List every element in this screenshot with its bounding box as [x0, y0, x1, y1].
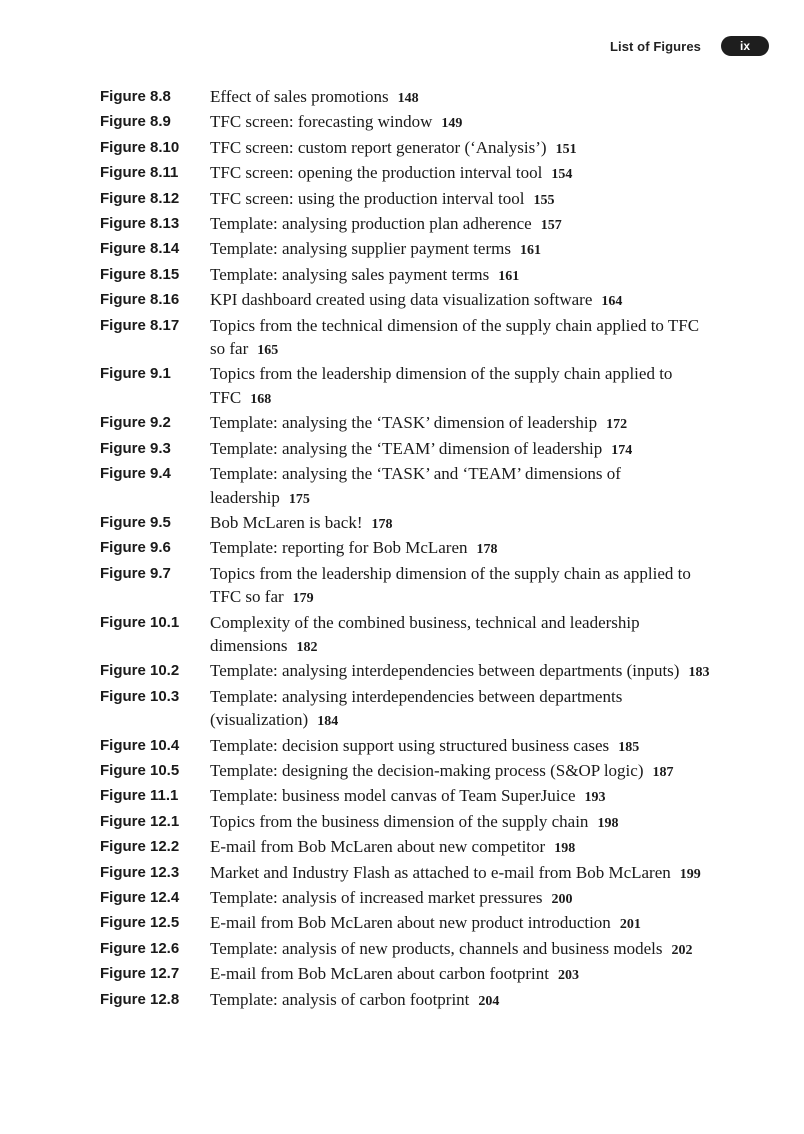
figure-title-block: [210, 411, 710, 436]
figure-title: Topics from the technical dimension of the supply chain applied to TFC so far: [210, 315, 700, 359]
figure-title: Topics from the business dimension of the supply chain: [210, 811, 589, 831]
figure-title-block: [210, 861, 710, 886]
figure-title: KPI dashboard created using data visualization software: [210, 290, 593, 310]
figure-label: Figure 8.13: [100, 215, 180, 233]
figure-title-block: [210, 110, 710, 135]
figure-entry: [100, 263, 710, 288]
figure-title: Complexity of the combined business, technical and leadership dimensions: [210, 612, 640, 655]
figure-page-number: 149: [441, 116, 463, 132]
figure-page-number: 161: [519, 243, 541, 259]
figure-page-number: 165: [257, 343, 279, 359]
figure-label: Figure 8.15: [100, 265, 180, 283]
figure-title: Template: analysing interdependencies between departments (visualization): [210, 686, 623, 730]
figure-title-block: [210, 937, 710, 962]
figure-page-number: 201: [619, 917, 641, 933]
figure-page-number: 157: [540, 218, 562, 234]
figure-page-number: 161: [498, 268, 520, 284]
figure-entry: [100, 110, 710, 135]
figure-title-block: [210, 835, 710, 860]
figure-title-block: [210, 759, 710, 784]
figure-list: [100, 85, 710, 1013]
figure-label: Figure 8.12: [100, 189, 180, 207]
figure-label: Figure 10.4: [100, 736, 180, 754]
figure-label: Figure 12.6: [100, 939, 180, 957]
figure-title-block: [210, 212, 710, 237]
figure-title: Topics from the leadership dimension of the supply chain as applied to TFC so far: [210, 563, 691, 607]
figure-page-number: 203: [557, 968, 579, 984]
figure-entry: [100, 962, 710, 987]
figure-label: Figure 8.11: [100, 164, 179, 182]
figure-page-number: 199: [679, 866, 701, 882]
figure-entry: [100, 187, 710, 212]
figure-label: Figure 12.3: [100, 863, 180, 881]
figure-title: Template: analysis of new products, channels and business models: [210, 938, 663, 958]
figure-label: Figure 9.7: [100, 564, 171, 582]
figure-title: TFC screen: forecasting window: [210, 112, 433, 132]
figure-page-number: 183: [688, 665, 710, 681]
figure-title-block: [210, 810, 710, 835]
figure-title-block: [210, 685, 710, 734]
figure-title-block: [210, 562, 710, 611]
figure-label: Figure 12.5: [100, 914, 180, 932]
figure-title: Template: analysing sales payment terms: [210, 264, 490, 284]
figure-label: Figure 10.3: [100, 687, 180, 705]
figure-title-block: [210, 962, 710, 987]
figure-title-block: [210, 911, 710, 936]
figure-label: Figure 12.7: [100, 965, 180, 983]
figure-label: Figure 9.3: [100, 439, 171, 457]
figure-page-number: 155: [533, 192, 555, 208]
figure-title-block: [210, 362, 710, 411]
figure-title: Market and Industry Flash as attached to e-mail from Bob McLaren: [210, 862, 671, 882]
figure-title: Bob McLaren is back!: [210, 512, 363, 532]
figure-title: Template: analysis of increased market pressures: [210, 888, 543, 907]
figure-label: Figure 8.17: [100, 316, 180, 334]
figure-page-number: 174: [611, 442, 633, 458]
figure-entry: [100, 659, 710, 684]
figure-title: Template: designing the decision-making process (S&OP logic): [210, 760, 644, 780]
figure-entry: [100, 411, 710, 436]
figure-label: Figure 12.8: [100, 990, 180, 1008]
figure-entry: [100, 288, 710, 313]
figure-page-number: 154: [551, 167, 573, 183]
figure-title: Template: reporting for Bob McLaren: [210, 538, 468, 558]
figure-title: Template: analysing the ‘TEAM’ dimension of leadership: [210, 438, 603, 458]
figure-title-block: [210, 136, 710, 161]
figure-title: Template: analysing the ‘TASK’ dimension of leadership: [210, 413, 598, 433]
figure-entry: [100, 911, 710, 936]
figure-entry: [100, 988, 710, 1013]
figure-page-number: 175: [288, 491, 310, 507]
figure-label: Figure 12.4: [100, 889, 180, 906]
figure-entry: [100, 536, 710, 561]
figure-page-number: 193: [584, 790, 606, 806]
figure-label: Figure 12.1: [100, 812, 180, 830]
figure-entry: [100, 784, 710, 809]
figure-label: Figure 10.2: [100, 662, 180, 680]
figure-label: Figure 9.5: [100, 513, 171, 531]
figure-label: Figure 12.2: [100, 838, 180, 856]
figure-title-block: [210, 161, 710, 186]
figure-title-block: [210, 659, 710, 684]
figure-entry: [100, 314, 710, 363]
figure-title-block: [210, 734, 710, 759]
figure-entry: [100, 161, 710, 186]
figure-title-block: [210, 611, 710, 660]
figure-title-block: [210, 288, 710, 313]
figure-page-number: 202: [671, 942, 693, 958]
figure-page-number: 148: [397, 91, 419, 106]
figure-title: Template: decision support using structured business cases: [210, 735, 610, 755]
figure-title: Effect of sales promotions: [210, 87, 389, 106]
figure-entry: [100, 685, 710, 734]
figure-title: Template: analysing supplier payment terms: [210, 239, 511, 259]
figure-page-number: 198: [597, 815, 619, 831]
figure-page-number: 172: [606, 417, 628, 433]
figure-entry: [100, 562, 710, 611]
figure-entry: [100, 886, 710, 911]
figure-title-block: [210, 237, 710, 262]
figure-label: Figure 9.6: [100, 539, 171, 557]
figure-label: Figure 9.4: [100, 465, 171, 483]
figure-title: TFC screen: opening the production interval tool: [210, 163, 543, 183]
figure-title: Template: analysis of carbon footprint: [210, 989, 470, 1009]
figure-entry: [100, 611, 710, 660]
figure-page-number: 185: [618, 739, 640, 755]
figure-page-number: 184: [317, 714, 339, 730]
figure-title-block: [210, 511, 710, 536]
figure-title: E-mail from Bob McLaren about new product introduction: [210, 913, 611, 933]
figure-label: Figure 11.1: [100, 787, 179, 805]
figure-title: TFC screen: using the production interval tool: [210, 188, 525, 208]
figure-entry: [100, 237, 710, 262]
figure-page-number: 179: [292, 591, 314, 607]
figure-page-number: 164: [601, 294, 623, 310]
figure-page-number: 187: [652, 764, 674, 780]
figure-page-number: 198: [554, 841, 576, 857]
figure-entry: [100, 759, 710, 784]
figure-label: Figure 8.8: [100, 88, 171, 105]
figure-label: Figure 8.16: [100, 291, 180, 309]
figure-label: Figure 8.10: [100, 138, 180, 156]
figure-entry: [100, 212, 710, 237]
figure-page-number: 200: [551, 892, 573, 907]
figure-entry: [100, 861, 710, 886]
page-number-badge: ix: [721, 36, 769, 56]
figure-entry: [100, 835, 710, 860]
figure-title-block: [210, 263, 710, 288]
figure-page-number: 151: [555, 141, 577, 157]
figure-title-block: [210, 536, 710, 561]
figure-page-number: 168: [250, 391, 272, 407]
running-title: List of Figures: [609, 38, 701, 54]
figure-entry: [100, 462, 710, 511]
figure-entry: [100, 437, 710, 462]
figure-label: Figure 9.2: [100, 414, 171, 432]
figure-title-block: [210, 886, 710, 911]
figure-page-number: 178: [371, 516, 393, 532]
figure-entry: [100, 511, 710, 536]
figure-title: Template: analysing interdependencies between departments (inputs): [210, 661, 680, 681]
figure-title-block: [210, 437, 710, 462]
figure-page-number: 204: [478, 993, 500, 1009]
figure-title: Template: analysing the ‘TASK’ and ‘TEAM’ dimensions of leadership: [210, 464, 621, 507]
figure-entry: [100, 937, 710, 962]
figure-entry: [100, 136, 710, 161]
figure-title-block: [210, 462, 710, 511]
figure-label: Figure 8.9: [100, 113, 171, 131]
figure-title: Template: analysing production plan adherence: [210, 214, 532, 234]
figure-title: E-mail from Bob McLaren about new competitor: [210, 837, 546, 857]
figure-title-block: [210, 314, 710, 363]
figure-label: Figure 10.1: [100, 613, 180, 631]
figure-label: Figure 10.5: [100, 761, 180, 779]
figure-entry: [100, 85, 710, 110]
figure-page-number: 178: [476, 542, 498, 558]
figure-title-block: [210, 988, 710, 1013]
figure-title-block: [210, 784, 710, 809]
figure-page-number: 182: [296, 639, 318, 655]
figure-title: E-mail from Bob McLaren about carbon footprint: [210, 964, 549, 984]
figure-entry: [100, 734, 710, 759]
figure-title: TFC screen: custom report generator (‘Analysis’): [210, 137, 547, 157]
figure-title: Template: business model canvas of Team SuperJuice: [210, 786, 576, 806]
figure-title: Topics from the leadership dimension of the supply chain applied to TFC: [210, 364, 673, 407]
figure-title-block: [210, 187, 710, 212]
figure-label: Figure 8.14: [100, 240, 180, 258]
figure-entry: [100, 362, 710, 411]
running-head: [610, 36, 769, 56]
figure-title-block: [210, 85, 710, 110]
figure-label: Figure 9.1: [100, 365, 171, 383]
figure-entry: [100, 810, 710, 835]
